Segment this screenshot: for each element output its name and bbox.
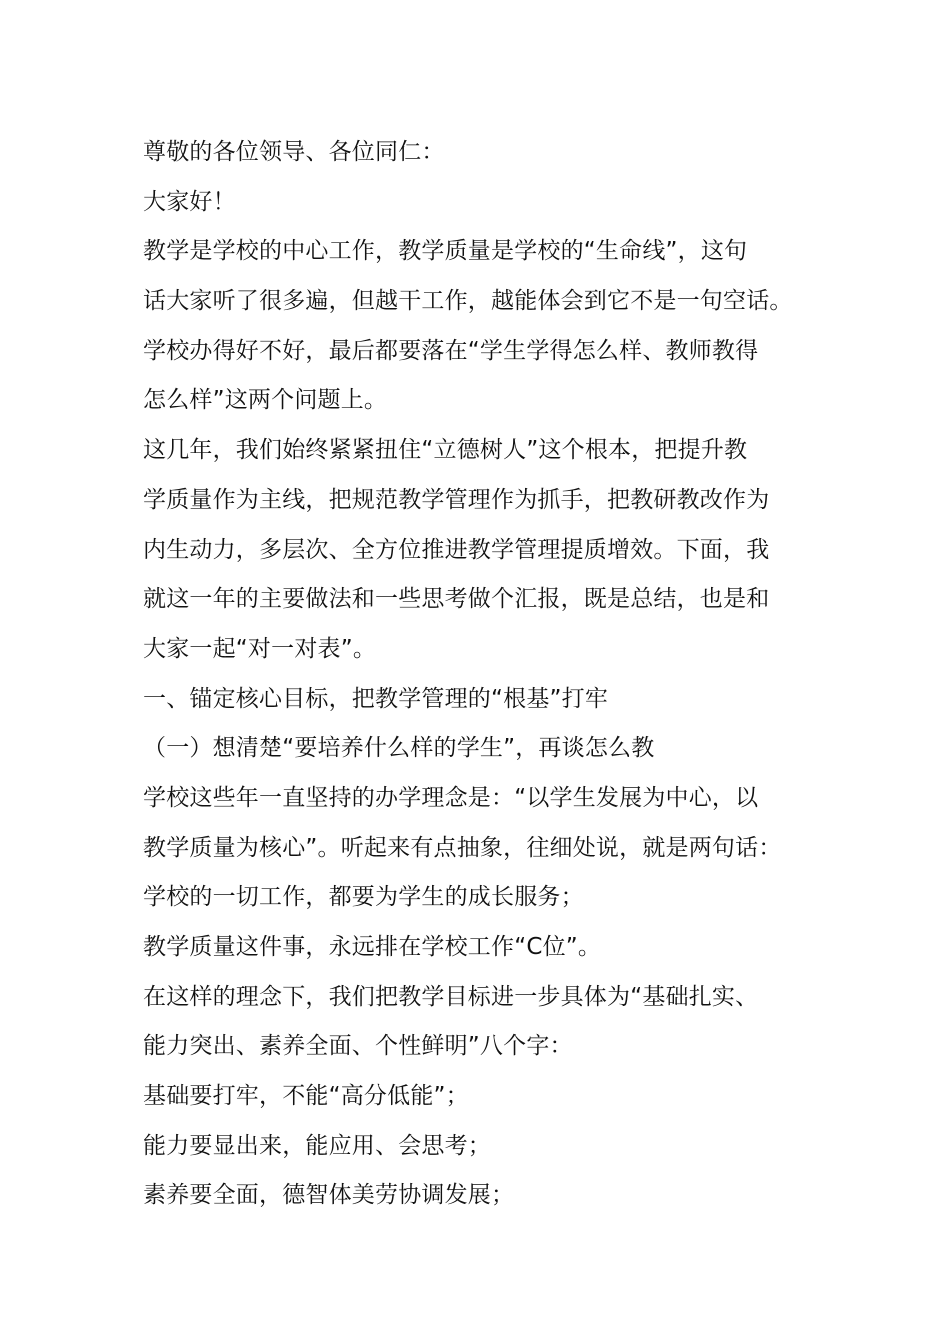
text-line: 教学是学校的中心工作，教学质量是学校的“生命线”，这句	[143, 238, 748, 265]
text-line: 话大家听了很多遍，但越干工作，越能体会到它不是一句空话。	[143, 288, 793, 315]
greeting: 大家好！	[143, 188, 236, 215]
text-line: 怎么样”这两个问题上。	[143, 387, 388, 414]
text-line: 能力突出、素养全面、个性鲜明”八个字：	[143, 1033, 573, 1060]
document-body	[143, 128, 823, 1221]
text-line: 素养要全面，德智体美劳协调发展；	[143, 1182, 515, 1209]
text-line: 学校的一切工作，都要为学生的成长服务；	[143, 884, 584, 911]
text-line: 这几年，我们始终紧紧扭住“立德树人”这个根本，把提升教	[143, 437, 748, 464]
text-line: 学质量作为主线，把规范教学管理作为抓手，把教研教改作为	[143, 486, 770, 513]
subsection-heading: （一）想清楚“要培养什么样的学生”，再谈怎么教	[143, 735, 655, 762]
text-line: 教学质量这件事，永远排在学校工作“C位”。	[143, 934, 602, 960]
salutation: 尊敬的各位领导、各位同仁：	[143, 139, 445, 165]
text-line: 内生动力，多层次、全方位推进教学管理提质增效。下面，我	[143, 536, 770, 563]
text-line: 基础要打牢，不能“高分低能”；	[143, 1083, 469, 1110]
text-line: 教学质量为核心”。听起来有点抽象，往细处说，就是两句话：	[143, 834, 782, 861]
text-line: 能力要显出来，能应用、会思考；	[143, 1132, 491, 1159]
section-heading: 一、锚定核心目标，把教学管理的“根基”打牢	[143, 685, 609, 712]
text-line: 大家一起“对一对表”。	[143, 635, 377, 662]
text-line: 学校办得好不好，最后都要落在“学生学得怎么样、教师教得	[143, 337, 759, 364]
text-line: 学校这些年一直坚持的办学理念是：“以学生发展为中心，以	[143, 784, 759, 811]
text-line: 在这样的理念下，我们把教学目标进一步具体为“基础扎实、	[143, 983, 759, 1010]
text-line: 就这一年的主要做法和一些思考做个汇报，既是总结，也是和	[143, 586, 770, 613]
